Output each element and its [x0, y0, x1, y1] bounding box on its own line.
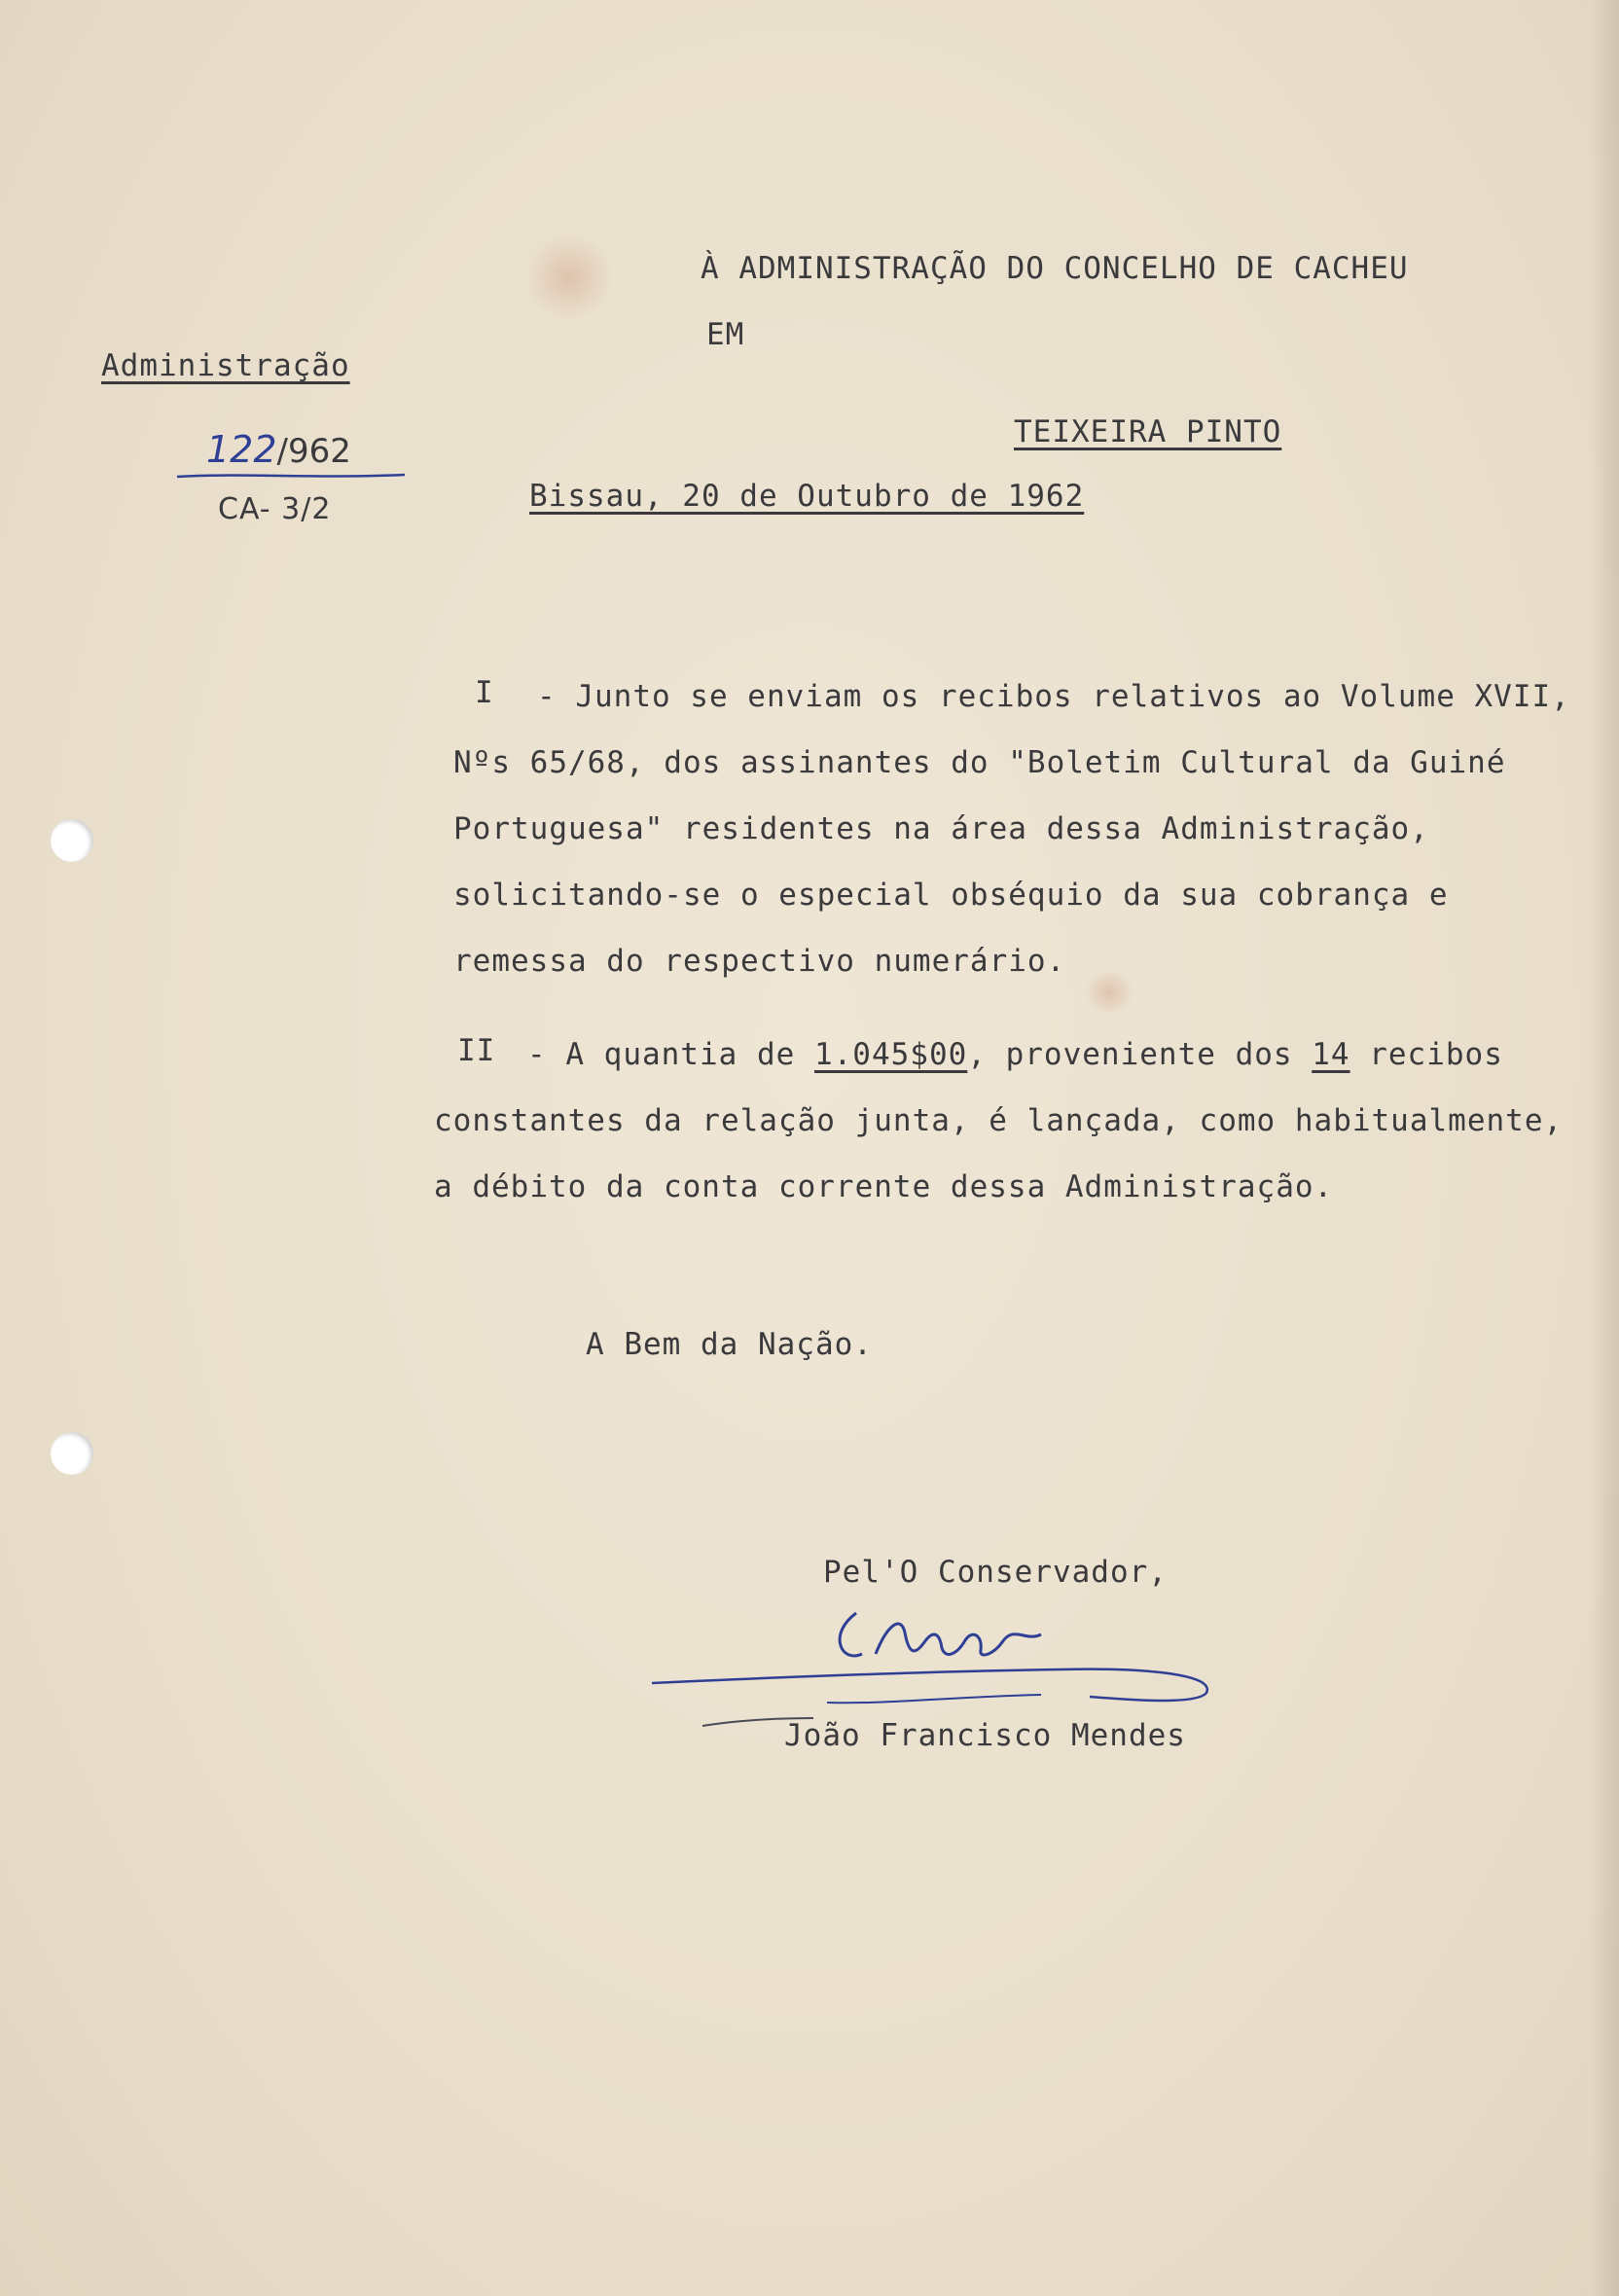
- paragraph-2-marker: II: [457, 1033, 496, 1068]
- paragraph-1-marker: I: [475, 675, 494, 710]
- stain-mark: [525, 233, 613, 321]
- closing-line: A Bem da Nação.: [586, 1327, 873, 1362]
- recipient-line-3: TEIXEIRA PINTO: [1014, 414, 1282, 449]
- paragraph-2-middle: , proveniente dos: [967, 1037, 1313, 1072]
- reference-code: CA- 3/2: [218, 492, 332, 526]
- reference-underline: [175, 469, 409, 483]
- paragraph-1-body: - Junto se enviam os recibos relativos ao Volume XVII, Nºs 65/68, dos assinantes do "Boletim Cultural da Guiné Portuguesa" residentes na área dessa Administração, solicitando-se o especial obséquio da sua cobrança e remessa do respectivo numerário.: [453, 679, 1570, 979]
- punch-hole-top: [51, 819, 93, 862]
- punch-hole-bottom: [51, 1432, 93, 1475]
- reference-number-suffix: /962: [276, 432, 351, 471]
- paragraph-2-text: [434, 1022, 1582, 1220]
- page-edge-shadow: [1590, 0, 1619, 2296]
- date-line: Bissau, 20 de Outubro de 1962: [529, 479, 1085, 514]
- paragraph-2-amount: 1.045$00: [813, 1037, 968, 1072]
- handwritten-signature: [632, 1596, 1236, 1722]
- reference-number-handwritten: 122: [206, 428, 277, 471]
- paragraph-2-before-amount: - A quantia de: [527, 1037, 814, 1072]
- paragraph-2-count: 14: [1312, 1037, 1350, 1072]
- recipient-line-1: À ADMINISTRAÇÃO DO CONCELHO DE CACHEU: [701, 251, 1409, 286]
- reference-office: Administração: [101, 348, 350, 383]
- signatory-name: João Francisco Mendes: [784, 1718, 1186, 1753]
- signature-on-behalf: Pel'O Conservador,: [823, 1555, 1168, 1590]
- reference-number: [206, 428, 351, 471]
- paragraph-1-text: [453, 664, 1582, 994]
- paragraph-2-after: recibos constantes da relação junta, é lançada, como habitualmente, a débito da conta corrente dessa Administração.: [434, 1037, 1564, 1204]
- recipient-line-2: EM: [706, 317, 745, 352]
